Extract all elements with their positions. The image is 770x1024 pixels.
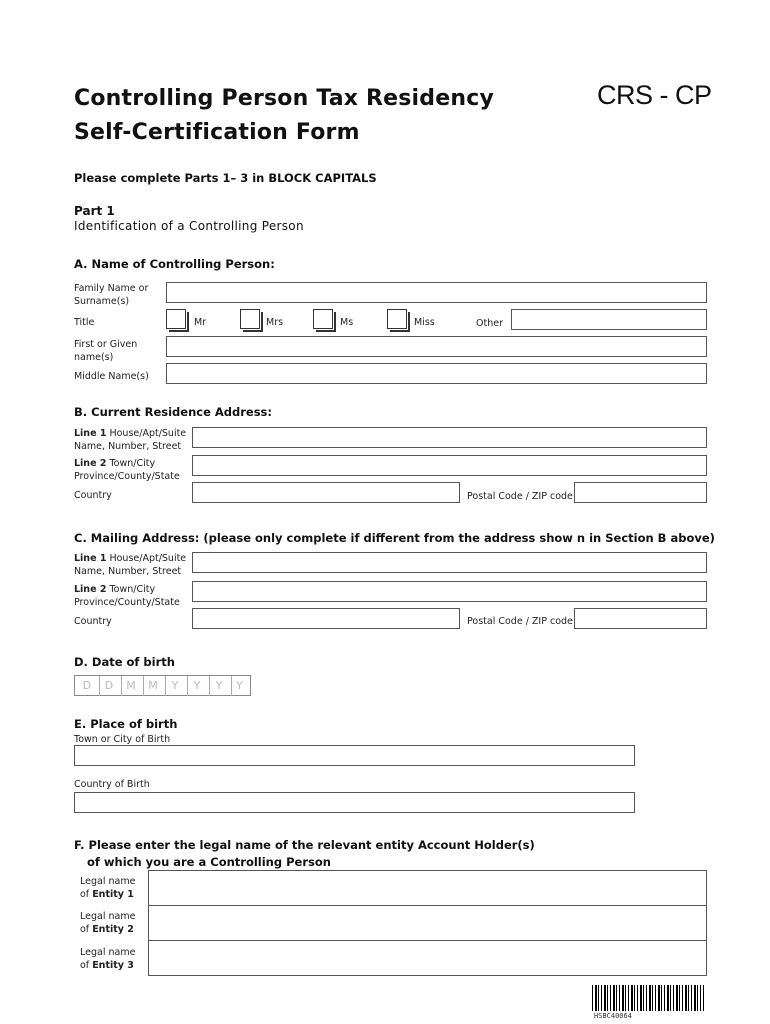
family-name-field[interactable] xyxy=(166,282,707,303)
title-ms-label: Ms xyxy=(340,317,354,328)
residence-line2-rest: Town/City xyxy=(109,458,156,469)
residence-country-label: Country xyxy=(74,490,112,501)
dob-year-1[interactable]: Y xyxy=(163,676,188,696)
form-title-line2: Self-Certification Form xyxy=(74,120,360,145)
first-name-label-line1: First or Given xyxy=(74,339,138,350)
entity-3-label-of: of xyxy=(80,960,93,971)
title-mrs-checkbox[interactable] xyxy=(240,309,260,329)
instruction-text: Please complete Parts 1– 3 in BLOCK CAPITALS xyxy=(74,171,377,185)
entity-2-label-bold: Entity 2 xyxy=(92,924,134,935)
mailing-line1-field[interactable] xyxy=(192,552,707,573)
section-c-heading: C. Mailing Address: (please only complete if different from the address show n in Section B above) xyxy=(74,531,715,545)
part-subheading: Identification of a Controlling Person xyxy=(74,219,304,233)
mailing-line2-sub: Province/County/State xyxy=(74,597,180,608)
family-name-label xyxy=(74,282,148,308)
mailing-line1-rest: House/Apt/Suite xyxy=(109,553,187,564)
entity-1-label-of: of xyxy=(80,889,93,900)
entity-3-label xyxy=(80,946,135,972)
title-mrs-label: Mrs xyxy=(266,317,284,328)
residence-line2-bold: Line 2 xyxy=(74,458,107,469)
residence-line1-sub: Name, Number, Street xyxy=(74,441,182,452)
mailing-line2-label xyxy=(74,583,180,609)
part-heading: Part 1 xyxy=(74,204,115,218)
entity-1-field[interactable] xyxy=(148,870,707,906)
title-mr-label: Mr xyxy=(194,317,207,328)
section-d-heading: D. Date of birth xyxy=(74,655,175,669)
middle-name-label: Middle Name(s) xyxy=(74,371,149,382)
residence-country-field[interactable] xyxy=(192,482,460,503)
residence-postal-field[interactable] xyxy=(574,482,707,503)
entity-1-label-bold: Entity 1 xyxy=(92,889,134,900)
barcode-text: HSBC40064 xyxy=(592,1011,704,1021)
section-f-heading-line1: F. Please enter the legal name of the relevant entity Account Holder(s) xyxy=(74,838,535,852)
dob-field[interactable] xyxy=(74,675,251,696)
title-other-field[interactable] xyxy=(511,309,707,330)
birth-town-field[interactable] xyxy=(74,745,635,766)
form-title-line1: Controlling Person Tax Residency xyxy=(74,86,494,111)
entity-1-label-line1: Legal name xyxy=(80,876,136,887)
dob-day-2[interactable]: D xyxy=(97,676,122,696)
entity-3-label-line1: Legal name xyxy=(80,947,136,958)
mailing-country-label: Country xyxy=(74,616,112,627)
residence-line1-field[interactable] xyxy=(192,427,707,448)
section-b-heading: B. Current Residence Address: xyxy=(74,405,272,419)
residence-line2-field[interactable] xyxy=(192,455,707,476)
entity-3-label-bold: Entity 3 xyxy=(92,960,134,971)
dob-day-1[interactable]: D xyxy=(75,676,100,696)
middle-name-field[interactable] xyxy=(166,363,707,384)
entity-1-label xyxy=(80,875,135,901)
residence-line2-label xyxy=(74,457,180,483)
birth-town-label: Town or City of Birth xyxy=(74,734,171,745)
title-ms-checkbox[interactable] xyxy=(313,309,333,329)
entity-2-label-line1: Legal name xyxy=(80,911,136,922)
mailing-postal-label: Postal Code / ZIP code xyxy=(467,616,573,627)
dob-year-2[interactable]: Y xyxy=(185,676,210,696)
residence-line1-rest: House/Apt/Suite xyxy=(109,428,187,439)
form-code: CRS - CP xyxy=(597,80,712,110)
section-f-heading-line2: of which you are a Controlling Person xyxy=(87,855,331,869)
entity-3-field[interactable] xyxy=(148,940,707,976)
residence-line1-label xyxy=(74,427,186,453)
section-a-heading: A. Name of Controlling Person: xyxy=(74,257,275,271)
mailing-country-field[interactable] xyxy=(192,608,460,629)
mailing-line2-bold: Line 2 xyxy=(74,584,107,595)
entity-2-field[interactable] xyxy=(148,905,707,941)
dob-year-3[interactable]: Y xyxy=(207,676,232,696)
mailing-line2-rest: Town/City xyxy=(109,584,156,595)
dob-year-4[interactable]: Y xyxy=(236,679,243,692)
residence-line2-sub: Province/County/State xyxy=(74,471,180,482)
mailing-line1-sub: Name, Number, Street xyxy=(74,566,182,577)
first-name-label xyxy=(74,338,137,364)
title-miss-checkbox[interactable] xyxy=(387,309,407,329)
title-mr-checkbox[interactable] xyxy=(166,309,186,329)
entity-2-label-of: of xyxy=(80,924,93,935)
first-name-label-line2: name(s) xyxy=(74,352,114,363)
birth-country-field[interactable] xyxy=(74,792,635,813)
title-other-label: Other xyxy=(476,318,503,329)
mailing-postal-field[interactable] xyxy=(574,608,707,629)
birth-country-label: Country of Birth xyxy=(74,779,150,790)
dob-month-2[interactable]: M xyxy=(141,676,166,696)
residence-postal-label: Postal Code / ZIP code xyxy=(467,491,573,502)
first-name-field[interactable] xyxy=(166,336,707,357)
mailing-line1-label xyxy=(74,552,186,578)
mailing-line1-bold: Line 1 xyxy=(74,553,107,564)
mailing-line2-field[interactable] xyxy=(192,581,707,602)
family-name-label-line2: Surname(s) xyxy=(74,296,130,307)
title-miss-label: Miss xyxy=(414,317,435,328)
section-e-heading: E. Place of birth xyxy=(74,717,178,731)
entity-2-label xyxy=(80,910,135,936)
dob-month-1[interactable]: M xyxy=(119,676,144,696)
family-name-label-line1: Family Name or xyxy=(74,283,149,294)
title-label: Title xyxy=(74,317,95,328)
residence-line1-bold: Line 1 xyxy=(74,428,107,439)
